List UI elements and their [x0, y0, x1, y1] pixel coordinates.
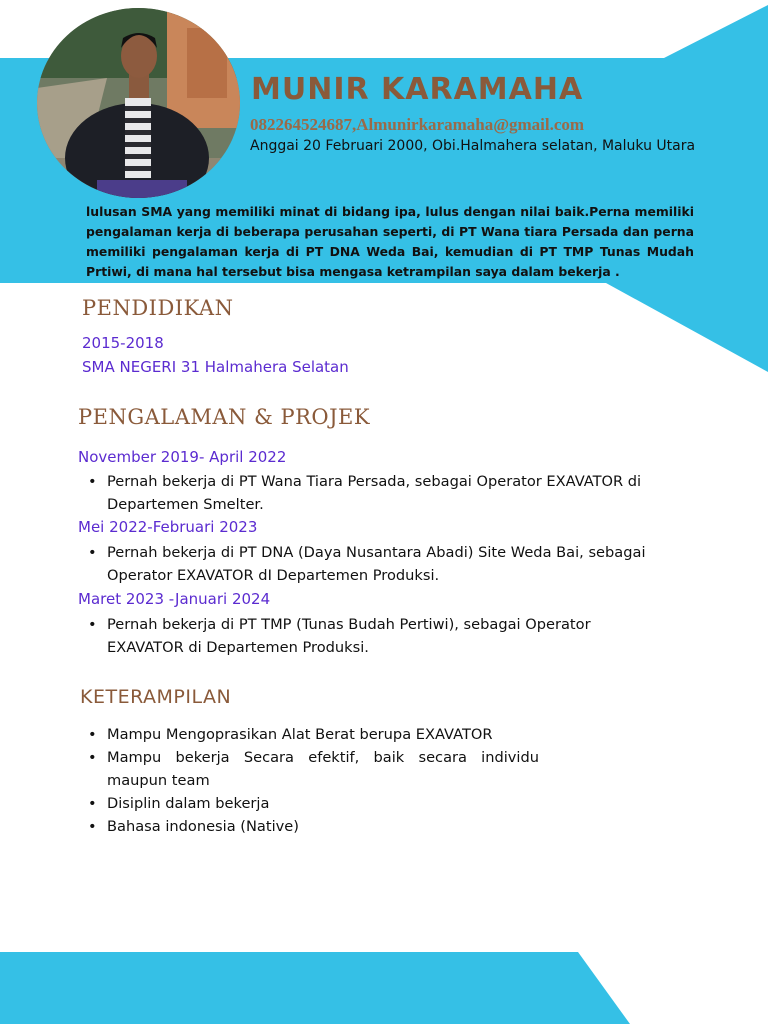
- experience-period-1: November 2019- April 2022: [78, 448, 287, 466]
- education-heading: PENDIDIKAN: [82, 296, 234, 320]
- education-school: SMA NEGERI 31 Halmahera Selatan: [82, 358, 349, 376]
- skill-item: • Mampu Mengoprasikan Alat Berat berupa EXAVATOR: [77, 723, 539, 746]
- birth-info: Anggai 20 Februari 2000, Obi.Halmahera selatan, Maluku Utara: [250, 138, 696, 154]
- profile-photo: [37, 8, 240, 198]
- education-period: 2015-2018: [82, 334, 164, 352]
- experience-list-2: [77, 541, 697, 587]
- experience-period-3: Maret 2023 -Januari 2024: [78, 590, 271, 608]
- skills-list: [77, 723, 539, 838]
- experience-item: • Pernah bekerja di PT DNA (Daya Nusantara Abadi) Site Weda Bai, sebagai Operator EXAVATOR dI Departemen Produksi.: [77, 541, 697, 587]
- experience-list-3: [77, 613, 637, 659]
- profile-summary: lulusan SMA yang memiliki minat di bidang ipa, lulus dengan nilai baik.Perna memiliki pengalaman kerja di beberapa perusahan seperti, di PT Wana tiara Persada dan perna memiliki pengalaman kerja di PT DNA Weda Bai, kemudian di PT TMP Tunas Mudah Prtiwi, di mana hal tersebut bisa mengasa ketrampilan saya dalam bekerja .: [86, 204, 694, 279]
- experience-period-2: Mei 2022-Februari 2023: [78, 518, 258, 536]
- experience-list-1: [77, 470, 677, 516]
- contact-info: 082264524687,Almunirkaramaha@gmail.com: [250, 115, 585, 134]
- footer-band: [0, 952, 630, 1024]
- skills-heading: KETERAMPILAN: [80, 686, 232, 708]
- experience-heading: PENGALAMAN & PROJEK: [78, 405, 371, 429]
- experience-item: • Pernah bekerja di PT Wana Tiara Persada, sebagai Operator EXAVATOR di Departemen Smelter.: [77, 470, 677, 516]
- skill-item: • Bahasa indonesia (Native): [77, 815, 539, 838]
- candidate-name: MUNIR KARAMAHA: [251, 72, 584, 107]
- experience-item: • Pernah bekerja di PT TMP (Tunas Budah Pertiwi), sebagai Operator EXAVATOR di Departemen Produksi.: [77, 613, 637, 659]
- skill-item: • Mampu bekerja Secara efektif, baik secara individu maupun team: [77, 746, 539, 792]
- skill-item: • Disiplin dalam bekerja: [77, 792, 539, 815]
